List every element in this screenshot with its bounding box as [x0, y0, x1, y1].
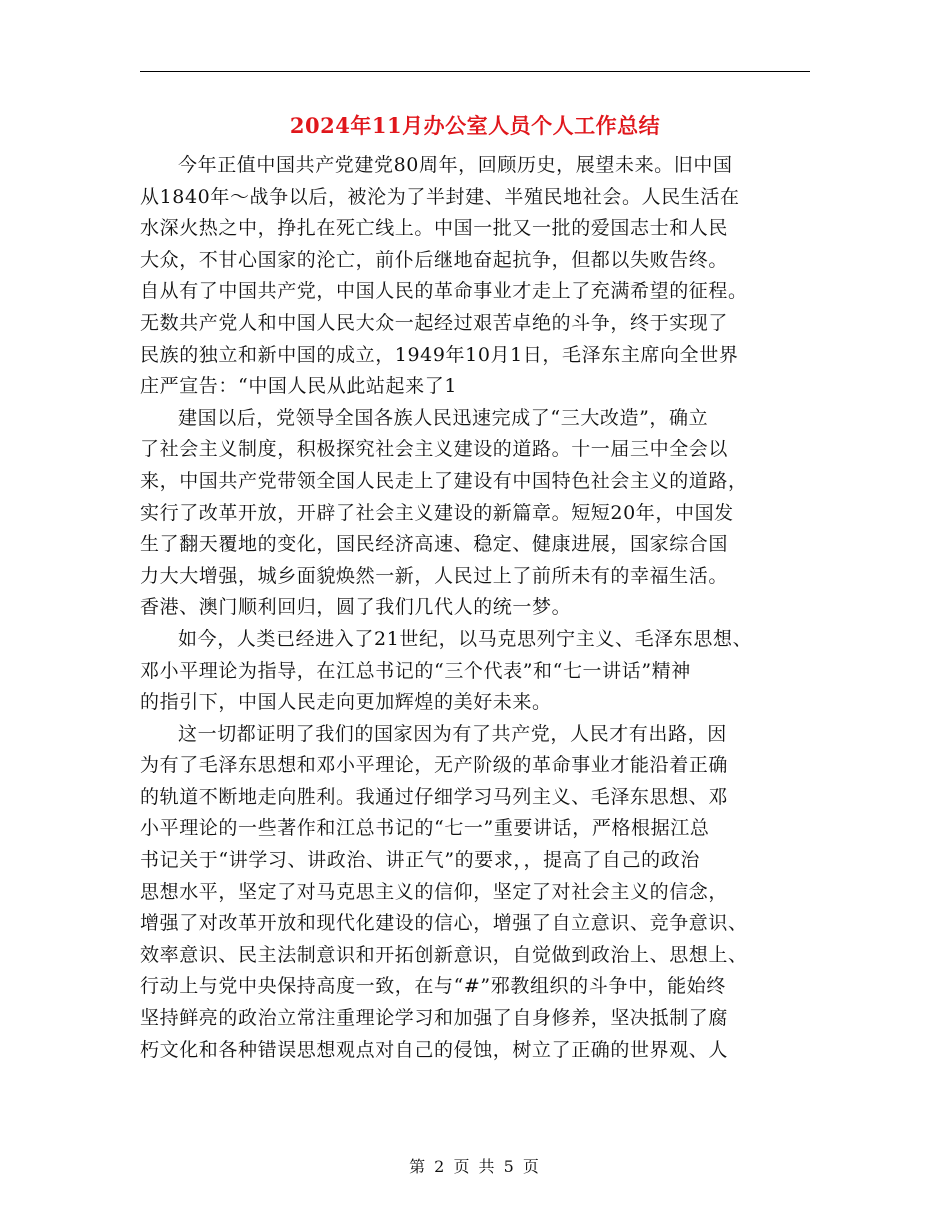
paragraph-2	[140, 403, 810, 624]
text-line: 香港、澳门顺利回归，圆了我们几代人的统一梦。	[140, 596, 572, 619]
text-line: 思想水平，坚定了对马克思主义的信仰，坚定了对社会主义的信念，	[140, 880, 729, 903]
text-line: 的指引下，中国人民走向更加辉煌的美好未来。	[140, 691, 552, 714]
text-line: 如今，人类已经进入了21世纪，以马克思列宁主义、毛泽东思想、	[178, 627, 753, 650]
text-line: 今年正值中国共产党建党80周年，回顾历史，展望未来。旧中国	[178, 154, 733, 176]
text-line: 的轨道不断地走向胜利。我通过仔细学习马列主义、毛泽东思想、邓	[140, 785, 729, 808]
text-line: 生了翻天覆地的变化，国民经济高速、稳定、健康进展，国家综合国	[140, 533, 729, 556]
text-line: 邓小平理论为指导，在江总书记的“三个代表”和“七一讲话”精神	[140, 659, 691, 682]
document-body	[140, 150, 810, 1066]
text-line: 自从有了中国共产党，中国人民的革命事业才走上了充满希望的征程。	[140, 280, 748, 303]
text-line: 小平理论的一些著作和江总书记的“七一”重要讲话，严格根据江总	[140, 817, 710, 840]
text-line: 无数共产党人和中国人民大众一起经过艰苦卓绝的斗争，终于实现了	[140, 311, 729, 334]
text-line: 这一切都证明了我们的国家因为有了共产党，人民才有出路，因	[178, 722, 727, 745]
text-line: 书记关于“讲学习、讲政治、讲正气”的要求，，提高了自己的政治	[140, 849, 700, 872]
document-title: 2024年11月办公室人员个人工作总结	[289, 113, 661, 138]
paragraph-3	[140, 624, 810, 719]
text-line: 朽文化和各种错误思想观点对自己的侵蚀，树立了正确的世界观、人	[140, 1038, 729, 1061]
paragraph-1	[140, 150, 810, 403]
text-line: 了社会主义制度，积极探究社会主义建设的道路。十一届三中全会以	[140, 438, 729, 461]
text-line: 效率意识、民主法制意识和开拓创新意识，自觉做到政治上、思想上、	[140, 943, 748, 966]
text-line: 庄严宣告：“中国人民从此站起来了1	[140, 375, 458, 398]
text-line: 建国以后，党领导全国各族人民迅速完成了“三大改造”，确立	[178, 406, 709, 429]
page-footer: 第 2 页 共 5 页	[409, 1157, 541, 1176]
text-line: 坚持鲜亮的政治立常注重理论学习和加强了自身修养，坚决抵制了腐	[140, 1007, 729, 1030]
header-rule	[140, 71, 810, 72]
text-line: 大众，不甘心国家的沦亡，前仆后继地奋起抗争，但都以失败告终。	[140, 248, 729, 271]
text-line: 水深火热之中，挣扎在死亡线上。中国一批又一批的爱国志士和人民	[140, 217, 729, 240]
text-line: 民族的独立和新中国的成立，1949年10月1日，毛泽东主席向全世界	[140, 343, 739, 366]
text-line: 行动上与党中央保持高度一致，在与“#”邪教组织的斗争中，能始终	[140, 975, 726, 998]
text-line: 增强了对改革开放和现代化建设的信心，增强了自立意识、竞争意识、	[140, 912, 748, 935]
text-line: 力大大增强，城乡面貌焕然一新，人民过上了前所未有的幸福生活。	[140, 564, 729, 587]
text-line: 来，中国共产党带领全国人民走上了建设有中国特色社会主义的道路，	[140, 469, 748, 492]
text-line: 为有了毛泽东思想和邓小平理论，无产阶级的革命事业才能沿着正确	[140, 754, 729, 777]
paragraph-4	[140, 719, 810, 1067]
text-line: 实行了改革开放，开辟了社会主义建设的新篇章。短短20年，中国发	[140, 501, 734, 524]
text-line: 从1840年～战争以后，被沦为了半封建、半殖民地社会。人民生活在	[140, 185, 740, 208]
